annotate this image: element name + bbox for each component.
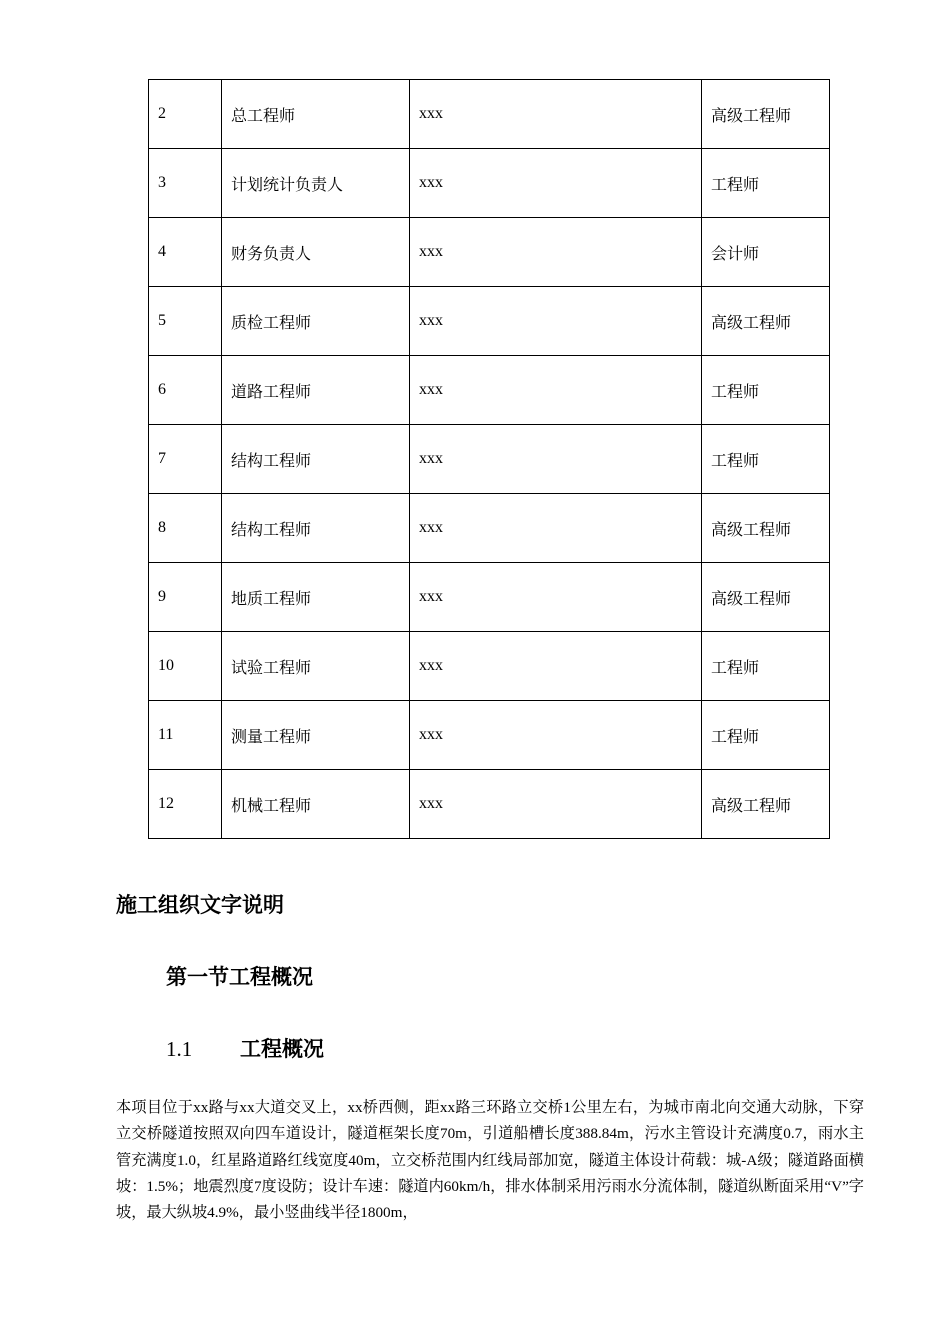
table-row [149,287,830,356]
cell-position: 质检工程师 [222,287,410,356]
cell-title: 工程师 [702,149,830,218]
cell-name: xxx [410,425,702,494]
table-row [149,770,830,839]
section-title: 第一节工程概况 [166,965,313,989]
staff-table [148,79,830,839]
cell-position: 地质工程师 [222,563,410,632]
cell-position: 测量工程师 [222,701,410,770]
table-row [149,563,830,632]
subsection-title [166,1034,324,1064]
cell-position: 总工程师 [222,80,410,149]
cell-position: 计划统计负责人 [222,149,410,218]
table-row [149,218,830,287]
cell-number: 8 [149,494,222,563]
cell-number: 11 [149,701,222,770]
cell-title: 高级工程师 [702,494,830,563]
cell-title: 会计师 [702,218,830,287]
cell-name: xxx [410,218,702,287]
table-row [149,425,830,494]
table-row [149,632,830,701]
cell-title: 高级工程师 [702,287,830,356]
document-title: 施工组织文字说明 [116,893,284,917]
cell-number: 12 [149,770,222,839]
overview-paragraph: 本项目位于xx路与xx大道交叉上，xx桥西侧，距xx路三环路立交桥1公里左右，为城市南北向交通大动脉，下穿立交桥隧道按照双向四车道设计，隧道框架长度70m，引道船槽长度388.84m，污水主管设计充满度0.7，雨水主管充满度1.0，红星路道路红线宽度40m，立交桥范围内红线局部加宽，隧道主体设计荷载：城-A级；隧道路面横坡：1.5%；地震烈度7度设防；设计车速：隧道内60km/h，排水体制采用污雨水分流体制，隧道纵断面采用“V”字坡，最大纵坡4.9%，最小竖曲线半径1800m， [116,1099,864,1222]
cell-title: 工程师 [702,701,830,770]
cell-name: xxx [410,287,702,356]
cell-name: xxx [410,701,702,770]
cell-position: 结构工程师 [222,425,410,494]
cell-number: 10 [149,632,222,701]
cell-name: xxx [410,80,702,149]
cell-number: 6 [149,356,222,425]
table-row [149,356,830,425]
cell-position: 结构工程师 [222,494,410,563]
cell-number: 5 [149,287,222,356]
cell-number: 3 [149,149,222,218]
cell-number: 7 [149,425,222,494]
cell-position: 财务负责人 [222,218,410,287]
cell-position: 试验工程师 [222,632,410,701]
cell-number: 9 [149,563,222,632]
table-row [149,80,830,149]
cell-title: 工程师 [702,425,830,494]
cell-title: 高级工程师 [702,563,830,632]
cell-title: 高级工程师 [702,80,830,149]
cell-title: 高级工程师 [702,770,830,839]
cell-name: xxx [410,149,702,218]
cell-name: xxx [410,632,702,701]
cell-title: 工程师 [702,356,830,425]
cell-position: 机械工程师 [222,770,410,839]
table-row [149,494,830,563]
table-row [149,701,830,770]
table-row [149,149,830,218]
cell-number: 4 [149,218,222,287]
cell-number: 2 [149,80,222,149]
cell-name: xxx [410,494,702,563]
subsection-number: 1.1 [166,1037,193,1061]
subsection-label: 工程概况 [240,1037,324,1061]
table-body [149,80,830,839]
cell-title: 工程师 [702,632,830,701]
cell-name: xxx [410,563,702,632]
cell-name: xxx [410,356,702,425]
cell-position: 道路工程师 [222,356,410,425]
cell-name: xxx [410,770,702,839]
